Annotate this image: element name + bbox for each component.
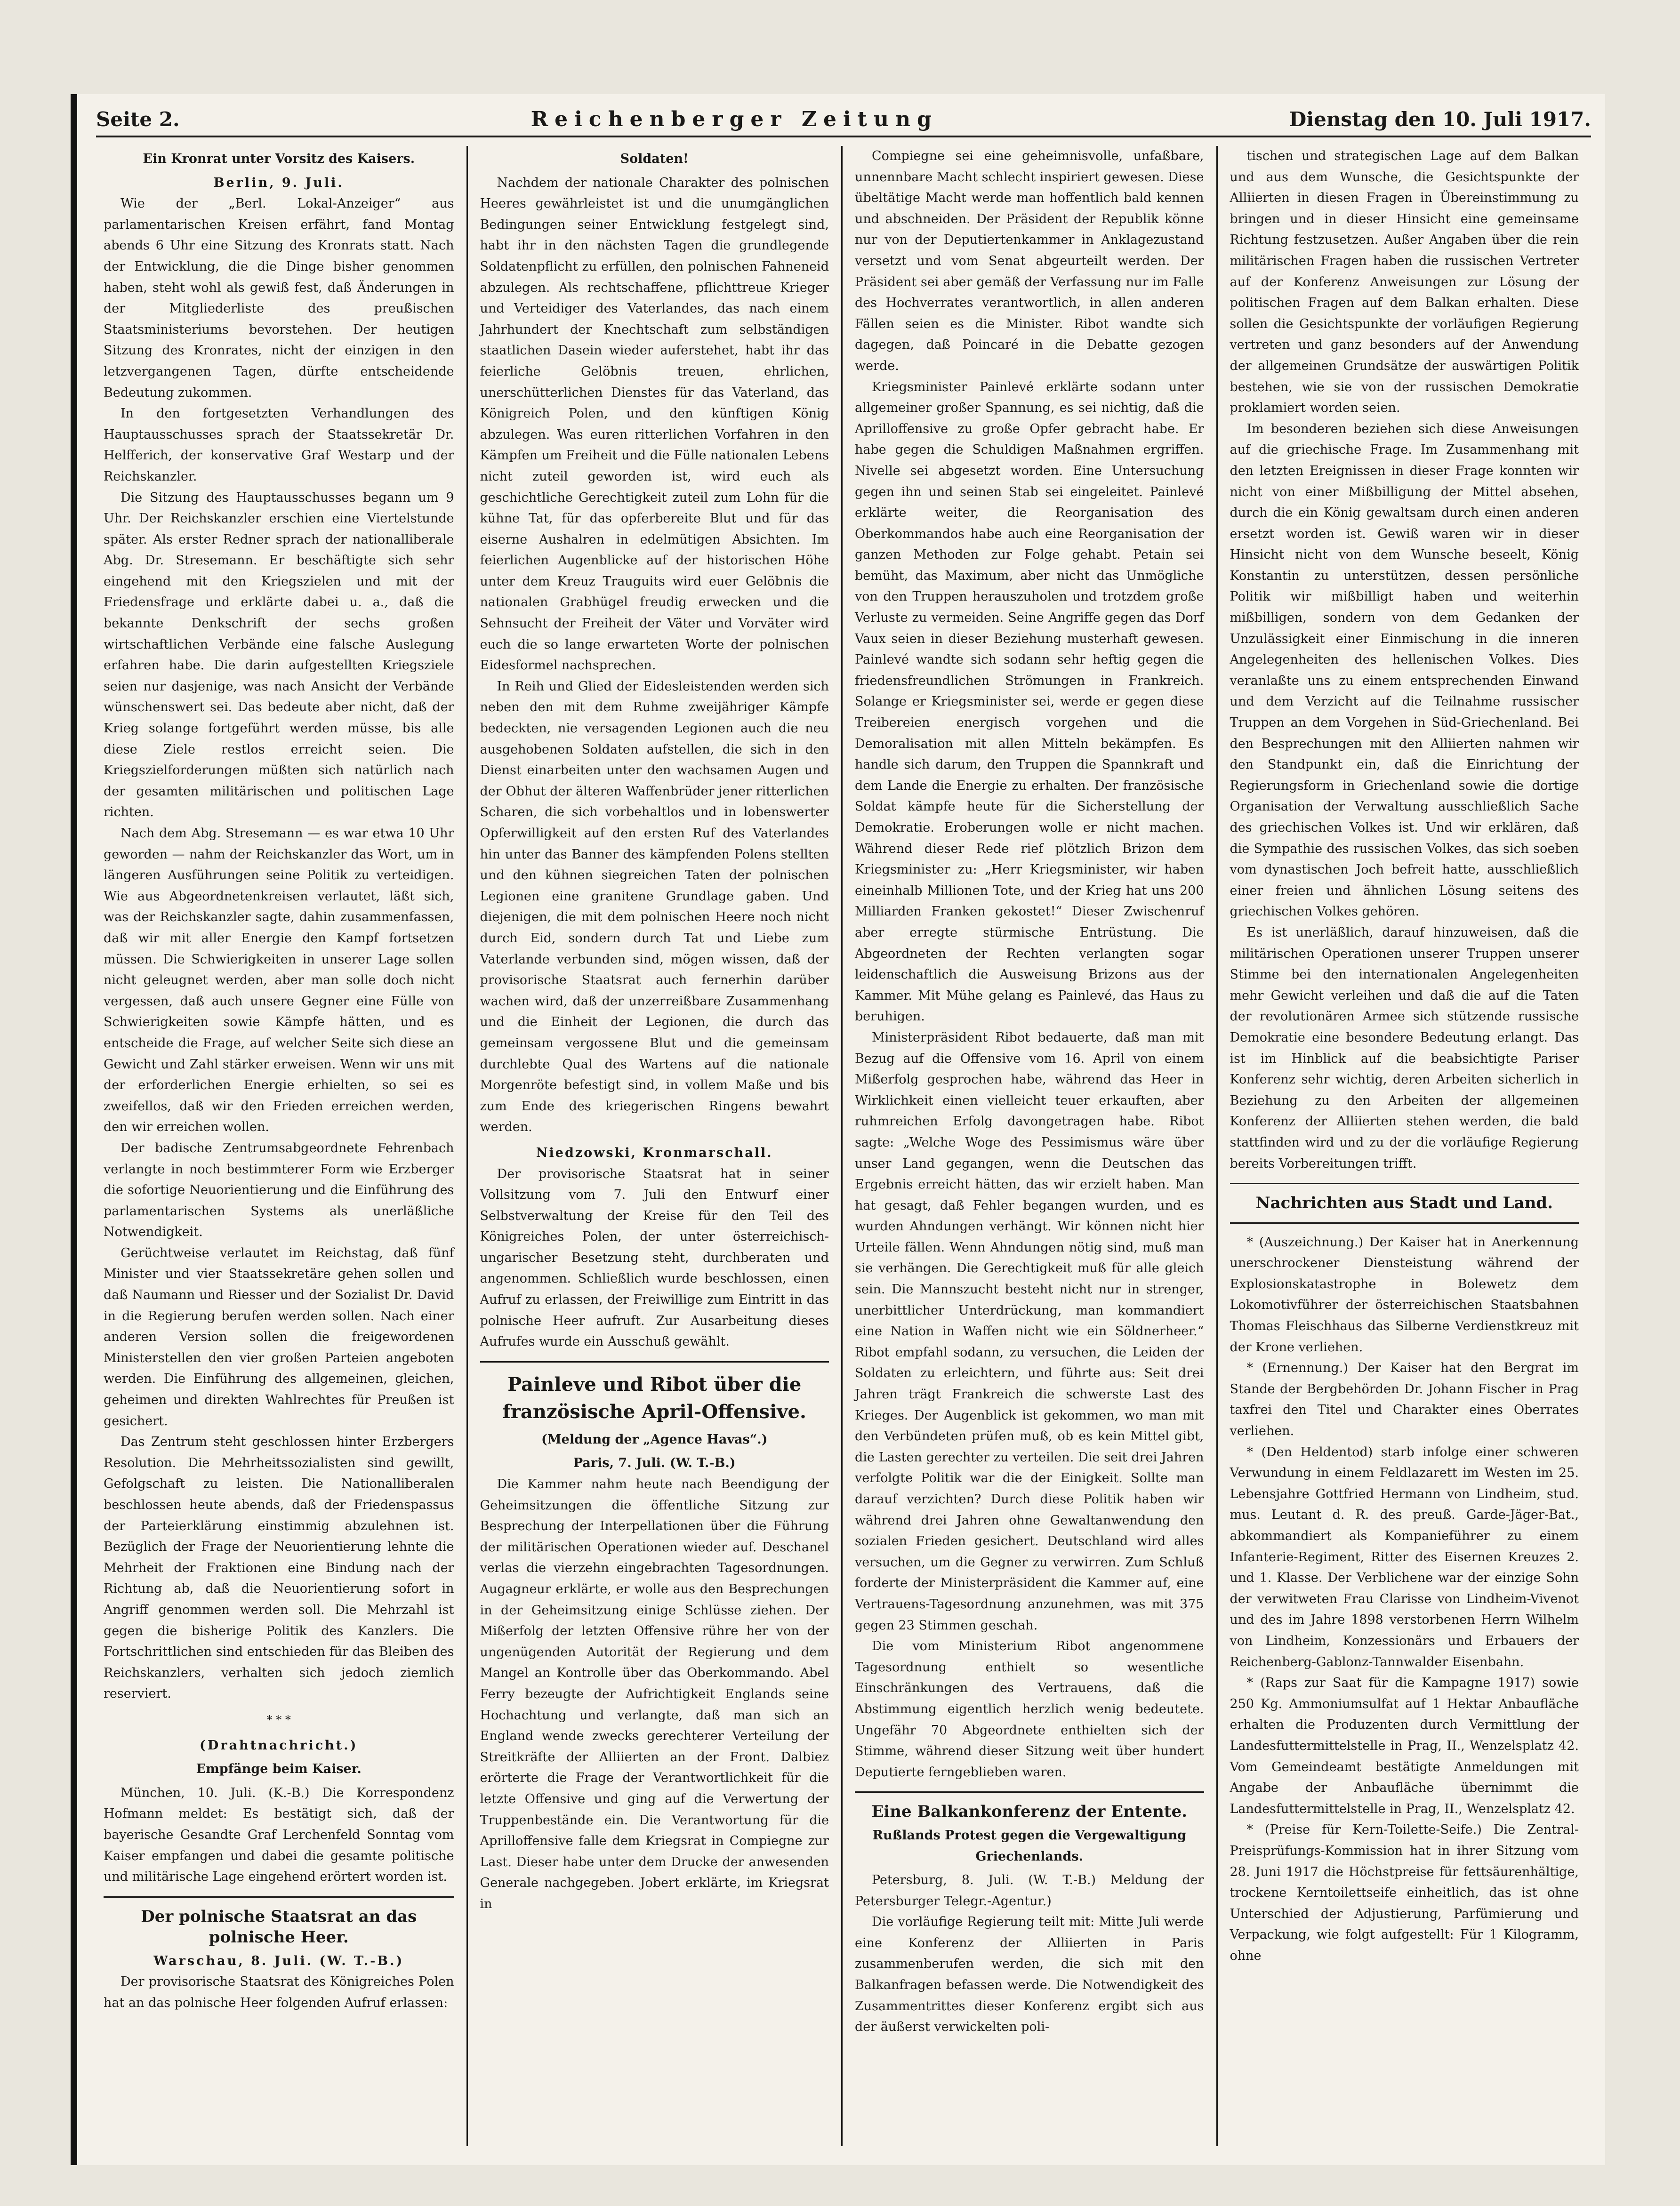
- dateline: Berlin, 9. Juli.: [213, 175, 344, 190]
- article-heading: Eine Balkankonferenz der Entente.: [871, 1802, 1188, 1821]
- paragraph: Der provisorische Staatsrat hat in seiner Vollsitzung vom 7. Juli den Entwurf einer Selbstverwaltung der Kreise für den Teil des Königreiches Polen, der unter österreichisch-ungarischer Besetzung steht, durchberaten und angenommen. Schließlich wurde beschlossen, einen Aufruf zu erlassen, der Freiwillige zum Eintritt in das polnische Heer aufruft. Zur Ausarbeitung dieses Aufrufes wurde ein Ausschuß gewählt.: [480, 1166, 829, 1349]
- article-heading: Empfänge beim Kaiser.: [196, 1762, 362, 1777]
- divider: [104, 1896, 454, 1898]
- divider: [1230, 1222, 1579, 1224]
- paragraph: Compiegne sei eine geheimnisvolle, unfaßbare, unnennbare Macht schlecht inspiriert gewesen. Diese übeltätige Macht werde man hoffentlich bald kennen und abschneiden. Der Präsident der Republik könne nur von der Deputiertenkammer in Anklagezustand versetzt und vom Senat abgeurteilt werden. Der Präsident sei aber gemäß der Verfassung nur im Falle des Hochverrates verantwortlich, in allen anderen Fällen seien es die Minister. Ribot wandte sich dagegen, daß Poincaré in die Debatte gezogen werde.: [855, 149, 1204, 373]
- paragraph: München, 10. Juli. (K.-B.) Die Korrespondenz Hofmann meldet: Es bestätigt sich, daß der bayerische Gesandte Graf Lerchenfeld Sonntag vom Kaiser empfangen und dabei die gesamte politische und militärische Lage eingehend erörtert worden ist.: [104, 1785, 454, 1885]
- column-1: [91, 146, 466, 2146]
- paragraph: Petersburg, 8. Juli. (W. T.-B.) Meldung der Petersburger Telegr.-Agentur.): [855, 1873, 1204, 1909]
- paragraph: In den fortgesetzten Verhandlungen des Hauptausschusses sprach der Staatssekretär Dr. Helfferich, der konservative Graf Westarp und der Reichskanzler.: [104, 406, 454, 484]
- page-header: [96, 103, 1591, 137]
- section-label: (Drahtnachricht.): [200, 1738, 358, 1753]
- divider: [480, 1361, 829, 1363]
- news-item: * (Auszeichnung.) Der Kaiser hat in Anerkennung unerschrockener Diensteistung während der Explosionskatastrophe in Bolewetz dem Lokomotivführer der österreichischen Staatsbahnen Thomas Fleischhaus das Silberne Verdienstkreuz mit der Krone verliehen.: [1230, 1235, 1579, 1355]
- paragraph: Die Sitzung des Hauptausschusses begann um 9 Uhr. Der Reichskanzler erschien eine Viertelstunde später. Als erster Redner sprach der nationalliberale Abg. Dr. Stresemann. Er beschäftigte sich sehr eingehend mit den Kriegszielen und mit der Friedensfrage und erklärte dabei u. a., daß die bekannte Denkschrift der sechs großen wirtschaftlichen Verbände eine falsche Auslegung erfahren habe. Die darin aufgestellten Kriegsziele seien nur dasjenige, was nach Ansicht der Verbände wünschenswert sei. Das bedeute aber nicht, daß der Krieg solange fortgeführt werden müsse, bis alle diese Ziele restlos erreicht seien. Die Kriegszielforderungen müßten sich natürlich nach der gesamten militärischen und politischen Lage richten.: [104, 490, 454, 820]
- newspaper-title: Reichenberger Zeitung: [531, 107, 938, 131]
- article-subheading: Rußlands Protest gegen die Vergewaltigung Griechenlands.: [872, 1828, 1186, 1864]
- news-item: * (Ernennung.) Der Kaiser hat den Bergrat im Stande der Bergbehörden Dr. Johann Fischer in Prag taxfrei den Titel und Charakter eines Oberrates verliehen.: [1230, 1361, 1579, 1439]
- issue-date: Dienstag den 10. Juli 1917.: [1289, 107, 1591, 131]
- paragraph: Die Kammer nahm heute nach Beendigung der Geheimsitzungen die öffentliche Sitzung zur Besprechung der Interpellationen über die Führung der militärischen Operationen wieder auf. Deschanel verlas die vierzehn eingebrachten Tagesordnungen. Augagneur erklärte, er wolle aus den Besprechungen in der Geheimsitzung einige Schlüsse ziehen. Der Mißerfolg der letzten Offensive rühre her von der ungenügenden Autorität der Regierung und dem Mangel an Kontrolle über das Oberkommando. Abel Ferry bezeugte der Aufrichtigkeit Englands seine Hochachtung und verlangte, daß man sich an England wende zwecks gerechterer Verteilung der Streitkräfte der Alliierten an der Front. Dalbiez erörterte die Frage der Verantwortlichkeit für die letzte Offensive und ging auf die Verwertung der Truppenbestände ein. Die Verantwortung für die Aprilloffensive falle dem Kriegsrat in Compiegne zur Last. Dieser habe unter dem Drucke der anwesenden Generale nachgegeben. Jobert erklärte, im Kriegsrat in: [480, 1477, 829, 1911]
- divider: [1230, 1183, 1579, 1184]
- paragraph: Der provisorische Staatsrat des Königreiches Polen hat an das polnische Heer folgenden Aufruf erlassen:: [104, 1974, 454, 2011]
- dateline: Paris, 7. Juli. (W. T.-B.): [573, 1456, 736, 1471]
- news-item: * (Den Heldentod) starb infolge einer schweren Verwundung in einem Feldlazarett im Westen im 25. Lebensjahre Gottfried Hermann von Lindheim, stud. mus. Leutant d. R. des preuß. Garde-Jäger-Bat., abkommandiert als Kompanieführer zu einem Infanterie-Regiment, Ritter des Eisernen Kreuzes 2. und 1. Klasse. Der Verblichene war der einzige Sohn der verwitweten Frau Clarisse von Lindheim-Vivenot und des im Jahre 1898 verstorbenen Herrn Wilhelm von Lindheim, Konzessionärs und Erbauers der Reichenberg-Gablonz-Tannwalder Eisenbahn.: [1230, 1444, 1579, 1669]
- news-item: * (Preise für Kern-Toilette-Seife.) Die Zentral-Preisprüfungs-Kommission hat in ihrer Sitzung vom 28. Juni 1917 die Höchstpreise für fettsäurenhältige, trockene Kerntoilettseife einheitlich, das ist ohne Unterschied der Adjustierung, Parfümierung und Verpackung, wie folgt aufgestellt: Für 1 Kilogramm, ohne: [1230, 1822, 1579, 1963]
- paragraph: Es ist unerläßlich, darauf hinzuweisen, daß die militärischen Operationen unserer Truppen unserer Stimme bei den internationalen Angelegenheiten mehr Gewicht verleihen und daß die auf die Taten der revolutionären Armee sich stützende russische Demokratie eine besondere Bedeutung erlangt. Das ist im Hinblick auf die beabsichtigte Pariser Konferenz sehr wichtig, deren Arbeiten sicherlich in Beziehung zu den Arbeiten der allgemeinen Konferenz der Alliierten stehen werden, die bald stattfinden wird und zu der die vorläufige Regierung bereits Vorbereitungen trifft.: [1230, 925, 1579, 1171]
- article-heading: Der polnische Staatsrat an das polnische Heer.: [141, 1907, 417, 1947]
- column-4: [1216, 146, 1592, 2146]
- signature: Niedzowski, Kronmarschall.: [536, 1145, 773, 1160]
- paragraph: Kriegsminister Painlevé erklärte sodann unter allgemeiner großer Spannung, es sei nichtig, daß die Aprilloffensive zu große Opfer gebracht habe. Er habe gegen die Schuldigen Maßnahmen ergriffen. Nivelle sei abgesetzt worden. Eine Untersuchung gegen ihn und seinen Stab sei eingeleitet. Painlevé erklärte weiter, die Reorganisation des Oberkommandos habe auch eine Reorganisation der ganzen Methoden zur Folge gehabt. Petain sei bemüht, das Maximum, aber nicht das Unmögliche von den Truppen herauszuholen und trotzdem große Verluste zu vermeiden. Seine Angriffe gegen das Dorf Vaux seien in dieser Beziehung musterhaft gewesen. Painlevé wandte sich sodann sehr heftig gegen die friedensfreundlichen Strömungen in Frankreich. Solange er Kriegsminister sei, werde er gegen diese Treibereien energisch vorgehen und die Demoralisation mit allen Mitteln bekämpfen. Es handle sich darum, den Truppen die Spannkraft und dem Lande die Energie zu erhalten. Der französische Soldat kämpfe heute für die Sicherstellung der Demokratie. Eroberungen wolle er nicht machen. Während dieser Rede rief plötzlich Brizon dem Kriegsminister zu: „Herr Kriegsminister, wir haben eineinhalb Millionen Tote, und der Krieg hat uns 200 Milliarden Franken gekostet!“ Dieser Zwischenruf aber erregte stürmische Entrüstung. Die Abgeordneten der Rechten verlangten sogar leidenschaftlich die Ausweisung Brizons aus der Kammer. Mit Mühe gelang es Painlevé, das Haus zu beruhigen.: [855, 379, 1204, 1024]
- page-number: Seite 2.: [96, 107, 180, 131]
- paragraph: Ministerpräsident Ribot bedauerte, daß man mit Bezug auf die Offensive vom 16. April von einem Mißerfolg gesprochen habe, während das Heer in Wirklichkeit einen vielleicht teuer erkauften, aber ruhmreichen Erfolg davongetragen habe. Ribot sagte: „Welche Woge des Pessimismus wäre über unser Land gegangen, wenn die Deutschen das Ergebnis erreicht hätten, das wir erzielt haben. Man hat gesagt, daß Fehler begangen wurden, und es wurden Ahndungen verhängt. Wir können nicht hier Urteile fällen. Wenn Ahndungen nötig sind, muß man sie verhängen. Die Gerechtigkeit muß für alle gleich sein. Die Mannszucht besteht nicht nur in strenger, unerbittlicher Unterdrückung, man kommandiert eine Nation in Waffen nicht wie ein Söldnerheer.“ Ribot empfahl sodann, zu versuchen, die Leiden der Soldaten zu erleichtern, und führte aus: Seit drei Jahren trägt Frankreich die schwerste Last des Krieges. Der Augenblick ist gekommen, wo man mit den Verbündeten prüfen muß, ob es kein Mittel gibt, die Lasten gerechter zu verteilen. Die seit drei Jahren verfolgte Politik war die der Einigkeit. Sollte man darauf verzichten? Durch diese Politik haben wir während drei Jahren ohne Gewaltanwendung den sozialen Frieden gesichert. Deutschland wird alles versuchen, um die Gegner zu verwirren. Zum Schluß forderte der Ministerpräsident die Kammer auf, eine Vertrauens-Tagesordnung anzunehmen, was mit 375 gegen 23 Stimmen geschah.: [855, 1030, 1204, 1633]
- paragraph: Der badische Zentrumsabgeordnete Fehrenbach verlangte in noch bestimmterer Form wie Erzberger die sofortige Neuorientierung und die Einführung des parlamentarischen Systems als unerläßliche Notwendigkeit.: [104, 1140, 454, 1240]
- paragraph: Die vom Ministerium Ribot angenommene Tagesordnung enthielt so wesentliche Einschränkungen des Vertrauens, daß die Abstimmung eigentlich herzlich wenig bedeutete. Ungefähr 70 Abgeordnete enthielten sich der Stimme, während dieser Sitzung weit über hundert Deputierte ferngeblieben waren.: [855, 1639, 1204, 1780]
- paragraph: Nachdem der nationale Charakter des polnischen Heeres gewährleistet ist und die unumgänglichen Bedingungen seiner Entwicklung festgelegt sind, habt ihr in den nächsten Tagen die grundlegende Soldatenpflicht zu erfüllen, den polnischen Fahneneid abzulegen. Als rechtschaffene, pflichttreue Krieger und Verteidiger des Vaterlandes, das nach einem Jahrhundert der Knechtschaft zum selbständigen staatlichen Dasein wieder auferstehet, habt ihr das feierliche Gelöbnis treuen, ehrlichen, unerschütterlichen Dienstes für das Vaterland, das Königreich Polen, und den künftigen König abzulegen. Was euren ritterlichen Vorfahren in den Kämpfen um Freiheit und die Fülle nationalen Lebens nicht zuteil geworden ist, wird euch als geschichtliche Gerechtigkeit zuteil zum Lohn für die kühne Tat, für das opferbereite Blut und für das eiserne Aushalren in edelmütigen Absichten. Im feierlichen Augenblicke auf der historischen Höhe unter dem Kreuz Trauguits wird euer Gelöbnis die nationalen Grabhügel freudig erwecken und die Sehnsucht der Freiheit der Väter und Vorväter wird euch die so lange erwarteten Worte der polnischen Eidesformel nachsprechen.: [480, 175, 829, 673]
- columns: [91, 146, 1591, 2146]
- column-2: [466, 146, 842, 2146]
- paragraph: tischen und strategischen Lage auf dem Balkan und aus dem Wunsche, die Gesichtspunkte der Alliierten in diesen Fragen in Übereinstimmung zu bringen und in dieser Hinsicht eine gemeinsame Richtung festzusetzen. Außer Angaben über die rein militärischen Fragen haben die russischen Vertreter auf der Konferenz Anweisungen zur Lösung der politischen Fragen auf dem Balkan erhalten. Diese sollen die Gesichtspunkte der vorläufigen Regierung vertreten und ganz besonders auf der Anwendung der allgemeinen Grundsätze der auswärtigen Politik bestehen, wie sie von der russischen Demokratie proklamiert worden seien.: [1230, 149, 1579, 416]
- paragraph: In Reih und Glied der Eidesleistenden werden sich neben den mit dem Ruhme zweijähriger Kämpfe bedeckten, nie versagenden Legionen auch die neu ausgehobenen Soldaten aufstellen, die sich in den Dienst einarbeiten unter den wachsamen Augen und der Obhut der älteren Waffenbrüder jener ritterlichen Scharen, die sich vorbehaltlos und in lobenswerter Opferwilligkeit auf den ersten Ruf des Vaterlandes hin unter das Banner des kämpfenden Polens stellten und den kühnen siegreichen Taten der polnischen Legionen eine granitene Grundlage gaben. Und diejenigen, die mit dem polnischen Heere noch nicht durch Eid, sondern durch Tat und Liebe zum Vaterlande verbunden sind, mögen wissen, daß der provisorische Staatsrat auch fernerhin darüber wachen wird, daß der unzerreißbare Zusammenhang und die Einheit der Legionen, die durch das gemeinsam vergossene Blut und die gemeinsam durchlebte Qual des Wartens auf die nationale Morgenröte befestigt sind, in vollem Maße und bis zum Ende des kriegerischen Ringens bewahrt werden.: [480, 679, 829, 1135]
- paragraph: Wie der „Berl. Lokal-Anzeiger“ aus parlamentarischen Kreisen erfährt, fand Montag abends 6 Uhr eine Sitzung des Kronrats statt. Nach der Entwicklung, die die Dinge bisher genommen haben, steht wohl als gewiß fest, daß Änderungen in der Mitgliederliste des preußischen Staatsministeriums bevorstehen. Der heutigen Sitzung des Kronrates, nicht der einzigen in den letzvergangenen Tagen, dürfte entscheidende Bedeutung zukommen.: [104, 196, 454, 400]
- section-heading: Nachrichten aus Stadt und Land.: [1255, 1194, 1553, 1213]
- column-3: [841, 146, 1216, 2146]
- article-heading: Painleve und Ribot über die französische April-Offensive.: [502, 1373, 806, 1423]
- paragraph: Das Zentrum steht geschlossen hinter Erzbergers Resolution. Die Mehrheitssozialisten sind gewillt, Gefolgschaft zu leisten. Die Nationalliberalen beschlossen heute abends, daß der Friedenspassus der Parteierklärung einstimmig abzulehnen ist. Bezüglich der Frage der Neuorientierung lehnte die Mehrheit der Fraktionen eine Bindung nach der Richtung ab, daß die Neuorientierung sofort in Angriff genommen werden soll. Die Mehrzahl ist gegen die bisherige Politik des Kanzlers. Die Fortschrittlichen sind entschieden für das Bleiben des Reichskanzlers, verhalten sich jedoch ziemlich reserviert.: [104, 1435, 454, 1701]
- paragraph: Nach dem Abg. Stresemann — es war etwa 10 Uhr geworden — nahm der Reichskanzler das Wort, um in längeren Ausführungen seine Politik zu verteidigen. Wie aus Abgeordnetenkreisen verlautet, läßt sich, was der Reichskanzler sagte, dahin zusammenfassen, daß wir mit aller Energie den Kampf fortsetzen müssen. Die Schwierigkeiten in unserer Lage sollen nicht geleugnet werden, aber man solle doch nicht vergessen, daß auch unsere Gegner eine Fülle von Schwierigkeiten sowie Kämpfe hätten, und es entscheide die Frage, auf welcher Seite sich diese an Gewicht und Zahl stärker erweisen. Wenn wir uns mit der erforderlichen Energie erhielten, so sei es zweifellos, daß wir den Frieden erreichen werden, den wir erreichen wollen.: [104, 826, 454, 1135]
- separator-stars: * * *: [266, 1713, 291, 1726]
- article-heading: Soldaten!: [620, 152, 689, 166]
- paragraph: Im besonderen beziehen sich diese Anweisungen auf die griechische Frage. Im Zusammenhang mit den letzten Ereignissen in dieser Frage konnten wir nicht von einer Mißbilligung der Mittel absehen, durch die ein König gewaltsam durch einen anderen ersetzt worden ist. Gewiß waren wir in dieser Hinsicht nicht von dem Wunsche beseelt, König Konstantin zu unterstützen, dessen persönliche Politik wir mißbilligt haben und weiterhin mißbilligen, sondern von dem Gedanken der Unzulässigkeit einer Einmischung in die inneren Angelegenheiten des hellenischen Volkes. Dies veranlaßte uns zu einem entsprechenden Einwand und dem Verzicht auf die Teilnahme russischer Truppen an dem Vorgehen in Süd-Griechenland. Bei den Besprechungen mit den Alliierten nahmen wir den Standpunkt ein, daß die Einrichtung der Regierungsform in Griechenland sowie die dortige Organisation der Verwaltung ausschließlich Sache des griechischen Volkes ist. Und wir erklären, daß die Sympathie des russischen Volkes, das sich soeben vom dynastischen Joch befreit hatte, ausschließlich einer freien und ähnlichen Lösung seitens des griechischen Volkes gehören.: [1230, 421, 1579, 919]
- article-subheading: (Meldung der „Agence Havas“.): [541, 1432, 768, 1447]
- divider: [855, 1791, 1204, 1793]
- article-heading: Ein Kronrat unter Vorsitz des Kaisers.: [143, 152, 415, 166]
- newspaper-page: [71, 94, 1605, 2165]
- paragraph: Gerüchtweise verlautet im Reichstag, daß fünf Minister und vier Staatssekretäre gehen sollen und daß Naumann und Riesser und der Sozialist Dr. David in die Regierung berufen werden sollen. Nach einer anderen Version sollen die freigewordenen Ministerstellen den vier großen Parteien angeboten werden. Die Einführung des allgemeinen, gleichen, geheimen und direkten Wahlrechtes für Preußen ist gesichert.: [104, 1245, 454, 1428]
- dateline: Warschau, 8. Juli. (W. T.-B.): [153, 1953, 404, 1968]
- paragraph: Die vorläufige Regierung teilt mit: Mitte Juli werde eine Konferenz der Alliierten in Paris zusammenberufen werden, die sich mit den Balkanfragen befassen werde. Die Notwendigkeit des Zusammentrittes dieser Konferenz ergibt sich aus der äußerst verwickelten poli-: [855, 1915, 1204, 2035]
- news-item: * (Raps zur Saat für die Kampagne 1917) sowie 250 Kg. Ammoniumsulfat auf 1 Hektar Anbaufläche erhalten die Produzenten durch Vermittlung der Landesfuttermittelstelle in Prag, II., Wenzelsplatz 42. Vom Gemeindeamt bestätigte Anmeldungen mit Angabe der Anbaufläche übernimmt die Landesfuttermittelstelle in Prag, II., Wenzelsplatz 42.: [1230, 1676, 1579, 1816]
